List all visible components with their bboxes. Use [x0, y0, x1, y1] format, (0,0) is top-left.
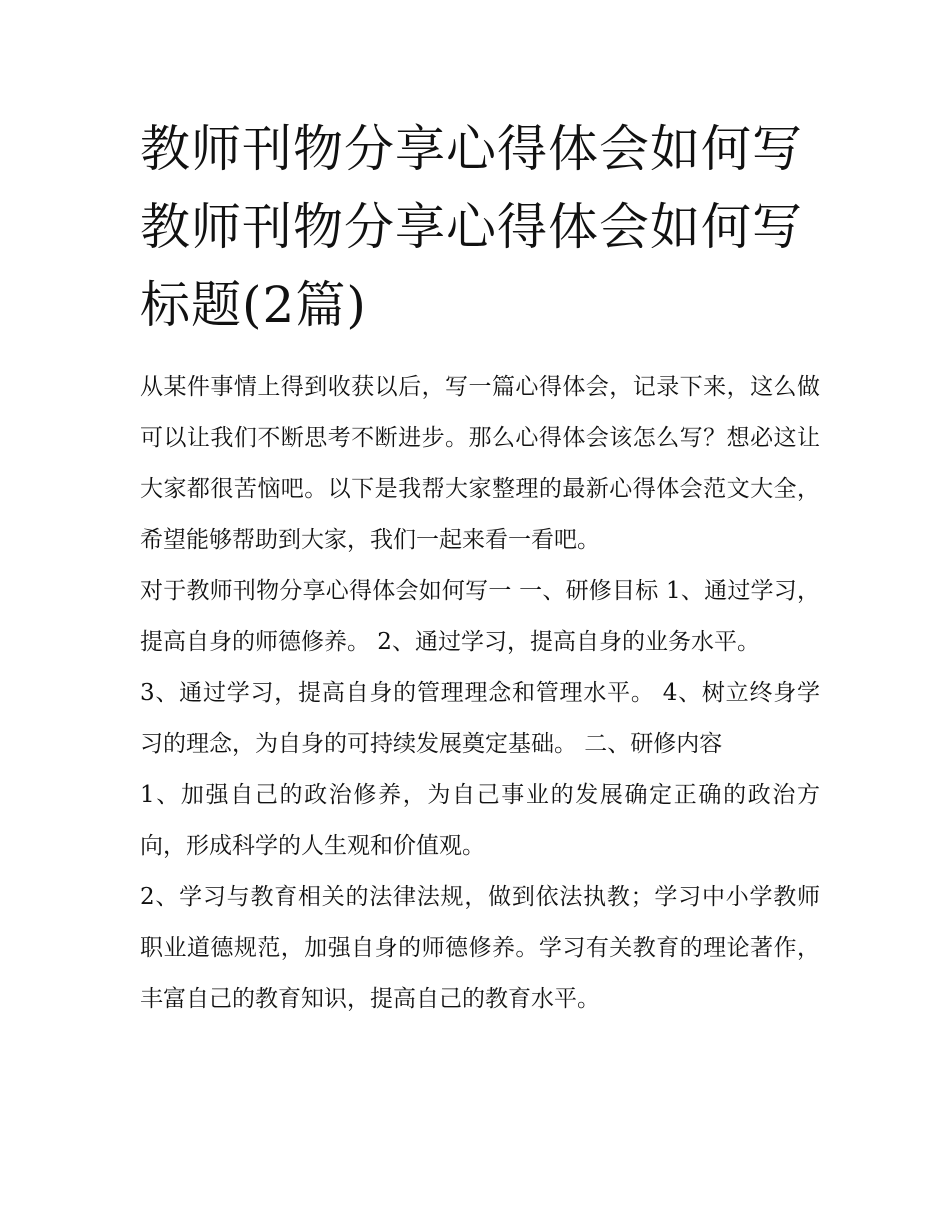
paragraph-content-2: 2、学习与教育相关的法律法规，做到依法执教；学习中小学教师职业道德规范，加强自身的师德修养。学习有关教育的理论著作，丰富自己的教育知识，提高自己的教育水平。: [140, 884, 820, 1012]
paragraph-content-1: 1、加强自己的政治修养，为自己事业的发展确定正确的政治方向，形成科学的人生观和价值观。: [140, 782, 820, 859]
title-line-3: 标题(2篇): [140, 276, 367, 334]
title-line-2: 教师刊物分享心得体会如何写: [140, 198, 803, 256]
intro-paragraph: 从某件事情上得到收获以后，写一篇心得体会，记录下来，这么做可以让我们不断思考不断进步。那么心得体会该怎么写？想必这让大家都很苦恼吧。以下是我帮大家整理的最新心得体会范文大全，希望能够帮助到大家，我们一起来看一看吧。: [140, 374, 820, 553]
paragraph-goals-continued: 3、通过学习，提高自身的管理理念和管理水平。 4、树立终身学习的理念，为自身的可持续发展奠定基础。 二、研修内容: [140, 680, 820, 757]
paragraph-goals: 对于教师刊物分享心得体会如何写一 一、研修目标 1、通过学习，提高自身的师德修养。 2、通过学习，提高自身的业务水平。: [140, 578, 820, 655]
document-title: [140, 110, 820, 344]
title-line-1: 教师刊物分享心得体会如何写: [140, 120, 803, 178]
document-page: [140, 110, 820, 1025]
